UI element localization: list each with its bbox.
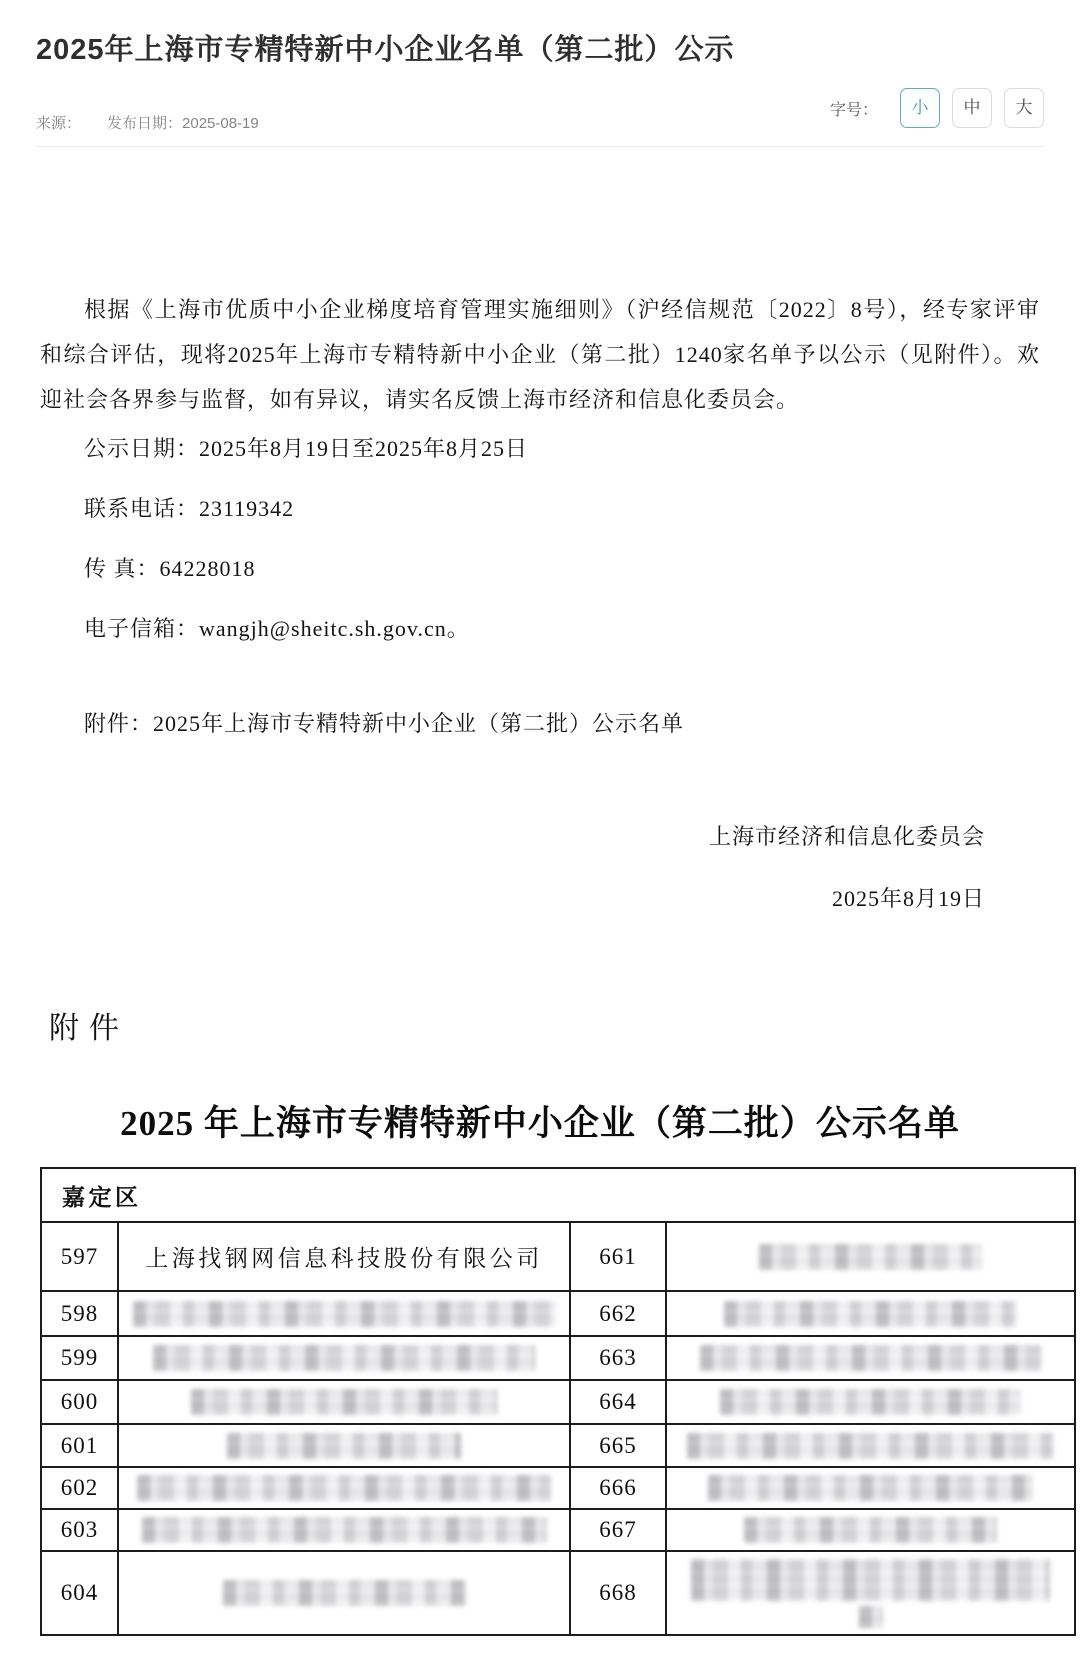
company-name-cell <box>666 1509 1075 1551</box>
company-list-title: 2025 年上海市专精特新中小企业（第二批）公示名单 <box>120 1104 960 1143</box>
company-name-cell <box>118 1222 570 1291</box>
publish-date: 发布日期：2025-08-19 <box>107 115 259 132</box>
table-row <box>41 1222 1075 1291</box>
meta-info <box>36 114 259 134</box>
document-body <box>0 287 1080 1636</box>
serial-number-cell: 666 <box>570 1467 666 1509</box>
attachment-heading: 附件 <box>49 1012 129 1045</box>
serial-number-cell: 603 <box>41 1509 118 1551</box>
district-header-row <box>41 1168 1075 1222</box>
serial-number-cell: 667 <box>570 1509 666 1551</box>
company-table <box>40 1167 1076 1636</box>
company-name-cell <box>118 1291 570 1336</box>
font-size-large-button[interactable]: 大 <box>1004 88 1044 128</box>
company-name-cell <box>118 1424 570 1467</box>
redacted-company-name <box>119 1517 569 1543</box>
company-name: 上海找钢网信息科技股份有限公司 <box>145 1246 543 1271</box>
serial-number-cell: 598 <box>41 1291 118 1336</box>
redacted-company-name <box>119 1345 569 1371</box>
table-row <box>41 1467 1075 1509</box>
table-row <box>41 1509 1075 1551</box>
redacted-company-name <box>119 1475 569 1501</box>
page-title: 2025年上海市专精特新中小企业名单（第二批）公示 <box>36 34 735 66</box>
company-name-cell <box>118 1467 570 1509</box>
meta-bar <box>36 88 1044 147</box>
redacted-company-name <box>667 1433 1074 1459</box>
attachment-line: 附件：2025年上海市专精特新中小企业（第二批）公示名单 <box>84 711 685 736</box>
phone-line: 联系电话：23119342 <box>84 496 295 521</box>
serial-number-cell: 664 <box>570 1380 666 1424</box>
company-name-cell <box>666 1467 1075 1509</box>
announcement-paragraph: 根据《上海市优质中小企业梯度培育管理实施细则》（沪经信规范〔2022〕8号），经专家评审和综合评估，现将2025年上海市专精特新中小企业（第二批）1240家名单予以公示（见附件）。欢迎社会各界参与监督，如有异议，请实名反馈上海市经济和信息化委员会。 <box>40 297 1040 412</box>
table-row <box>41 1551 1075 1635</box>
serial-number-cell: 597 <box>41 1222 118 1291</box>
serial-number-cell: 600 <box>41 1380 118 1424</box>
font-size-label: 字号： <box>829 101 878 119</box>
redacted-company-name <box>667 1389 1074 1415</box>
font-size-medium-button[interactable]: 中 <box>952 88 992 128</box>
company-name-cell <box>666 1424 1075 1467</box>
table-row <box>41 1380 1075 1424</box>
article-header <box>0 0 1080 147</box>
company-name-cell <box>118 1509 570 1551</box>
serial-number-cell: 663 <box>570 1336 666 1380</box>
redacted-company-name <box>667 1517 1074 1543</box>
company-name-cell <box>118 1380 570 1424</box>
serial-number-cell: 665 <box>570 1424 666 1467</box>
redacted-company-name <box>667 1301 1074 1327</box>
redacted-company-name <box>119 1301 569 1327</box>
redacted-company-name <box>667 1345 1074 1371</box>
serial-number-cell: 661 <box>570 1222 666 1291</box>
serial-number-cell: 668 <box>570 1551 666 1635</box>
district-name: 嘉定区 <box>41 1168 1075 1222</box>
company-name-cell <box>118 1551 570 1635</box>
fax-line: 传 真：64228018 <box>84 556 256 581</box>
signature-date: 2025年8月19日 <box>831 886 985 911</box>
table-row <box>41 1336 1075 1380</box>
serial-number-cell: 602 <box>41 1467 118 1509</box>
font-size-small-button[interactable]: 小 <box>900 88 940 128</box>
redacted-company-name <box>667 1244 1074 1270</box>
redacted-company-name <box>667 1475 1074 1501</box>
source-label: 来源： <box>36 115 82 132</box>
company-name-cell <box>666 1336 1075 1380</box>
table-row <box>41 1424 1075 1467</box>
publicity-period-line: 公示日期：2025年8月19日至2025年8月25日 <box>84 436 529 461</box>
redacted-company-name <box>119 1389 569 1415</box>
company-name-cell <box>118 1336 570 1380</box>
serial-number-cell: 601 <box>41 1424 118 1467</box>
table-row <box>41 1291 1075 1336</box>
redacted-company-name <box>119 1580 569 1606</box>
redacted-company-name <box>667 1559 1074 1628</box>
serial-number-cell: 662 <box>570 1291 666 1336</box>
font-size-control <box>830 88 1044 128</box>
company-name-cell <box>666 1380 1075 1424</box>
company-name-cell <box>666 1551 1075 1635</box>
company-name-cell <box>666 1222 1075 1291</box>
company-table-body <box>41 1168 1075 1635</box>
redacted-company-name <box>119 1433 569 1459</box>
serial-number-cell: 599 <box>41 1336 118 1380</box>
email-line: 电子信箱：wangjh@sheitc.sh.gov.cn。 <box>84 616 470 641</box>
signature-organization: 上海市经济和信息化委员会 <box>708 824 985 849</box>
company-name-cell <box>666 1291 1075 1336</box>
serial-number-cell: 604 <box>41 1551 118 1635</box>
